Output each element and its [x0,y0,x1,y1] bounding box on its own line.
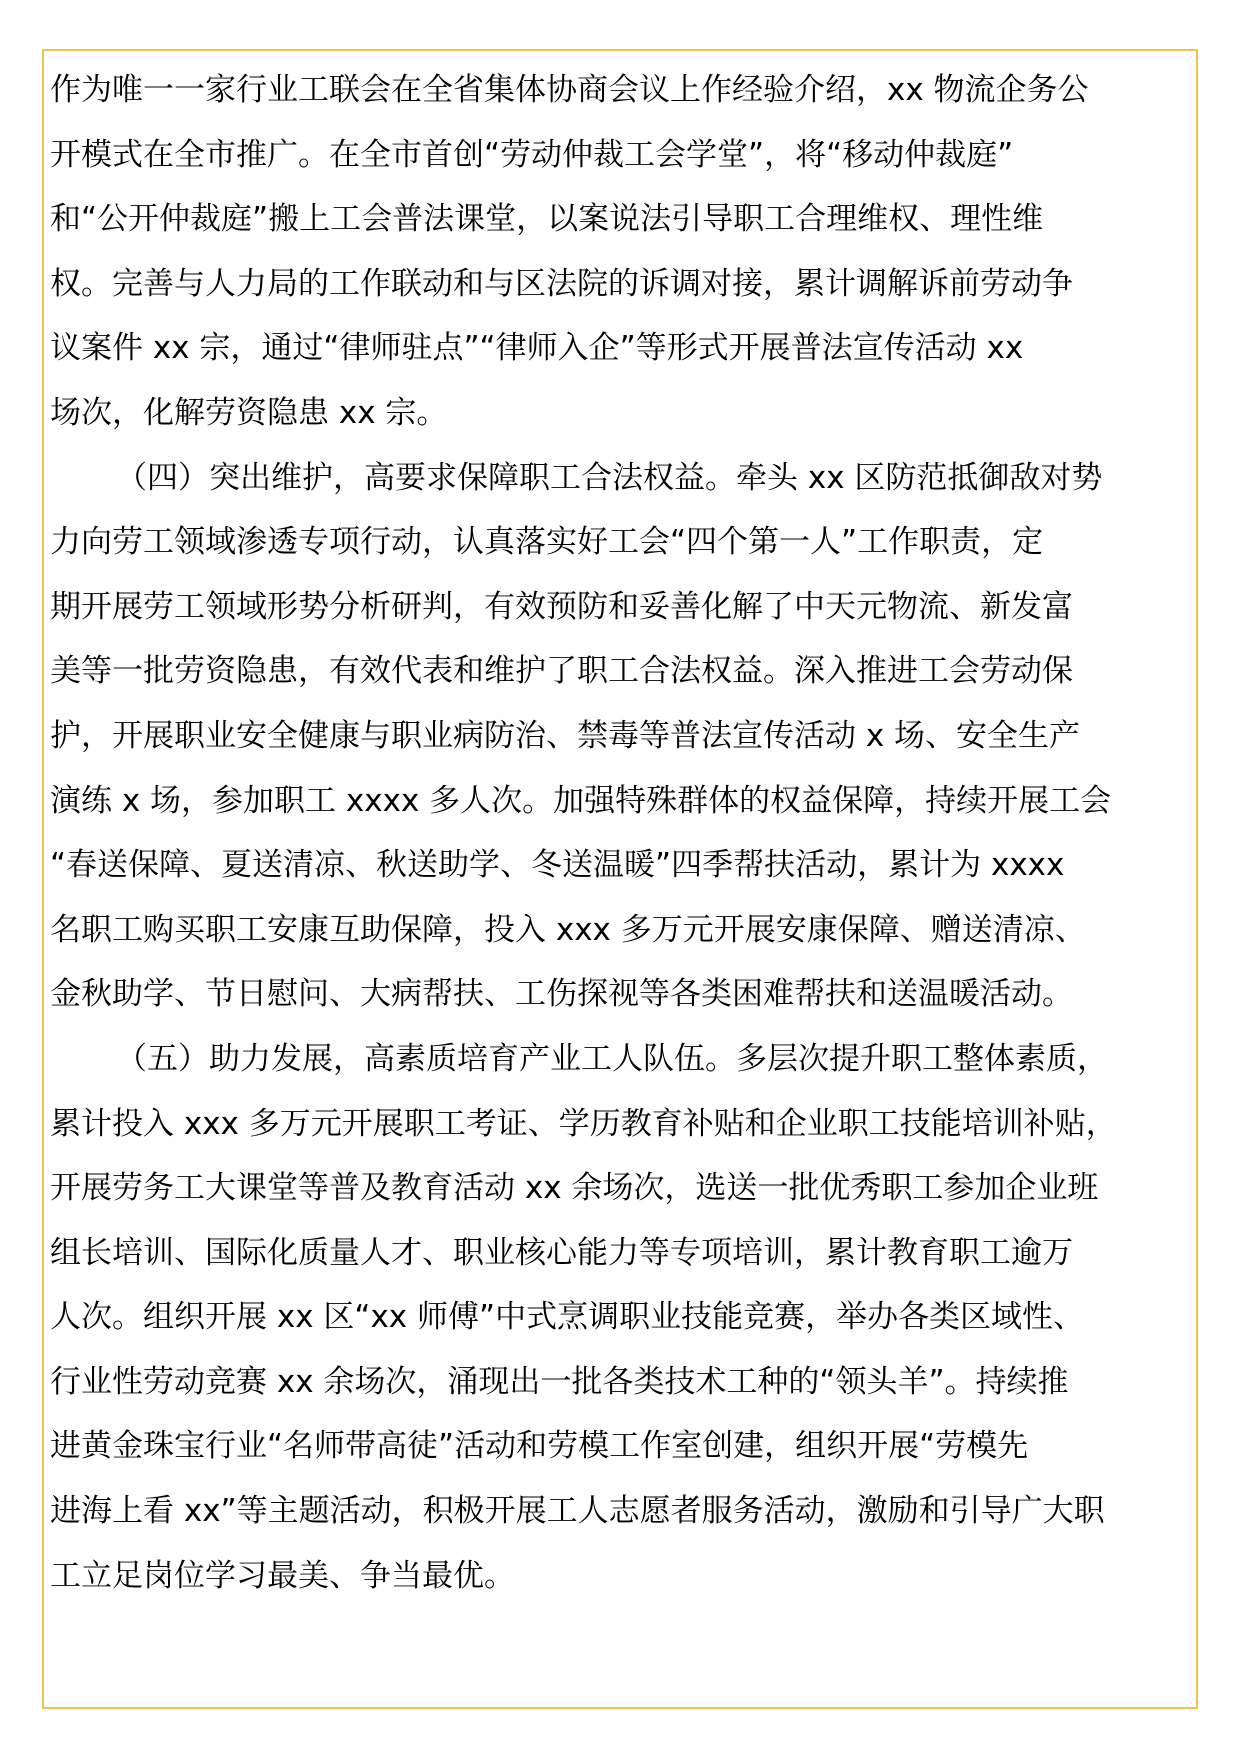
text-line: 组长培训、国际化质量人才、职业核心能力等专项培训，累计教育职工逾万 [50,1234,1073,1271]
text-line: 累计投入 xxx 多万元开展职工考证、学历教育补贴和企业职工技能培训补贴， [50,1105,1117,1142]
text-line: 和“公开仲裁庭”搬上工会普法课堂，以案说法引导职工合理维权、理性维 [50,201,1044,238]
text-line: 金秋助学、节日慰问、大病帮扶、工伤探视等各类困难帮扶和送温暖活动。 [50,976,1073,1013]
text-line: 工立足岗位学习最美、争当最优。 [50,1557,515,1594]
text-line: 作为唯一一家行业工联会在全省集体协商会议上作经验介绍，xx 物流企务公 [50,72,1089,108]
section-heading-line: （四）突出维护，高要求保障职工合法权益。牵头 xx 区防范抵御敌对势 [116,459,1103,496]
text-line: 人次。组织开展 xx 区“xx 师傅”中式烹调职业技能竞赛，举办各类区域性、 [50,1299,1085,1336]
text-line: 开模式在全市推广。在全市首创“劳动仲裁工会学堂”，将“移动仲裁庭” [50,136,1014,173]
text-line: 进黄金珠宝行业“名师带高徒”活动和劳模工作室创建，组织开展“劳模先 [50,1428,1029,1465]
text-line: “春送保障、夏送清凉、秋送助学、冬送温暖”四季帮扶活动，累计为 xxxx [50,847,1065,884]
text-line: 护，开展职业安全健康与职业病防治、禁毒等普法宣传活动 x 场、安全生产 [50,717,1081,754]
text-line: 场次，化解劳资隐患 xx 宗。 [50,394,448,431]
text-line: 议案件 xx 宗，通过“律师驻点”“律师入企”等形式开展普法宣传活动 xx [50,330,1024,367]
text-line: 力向劳工领域渗透专项行动，认真落实好工会“四个第一人”工作职责，定 [50,524,1044,561]
text-line: 名职工购买职工安康互助保障，投入 xxx 多万元开展安康保障、赠送清凉、 [50,911,1086,948]
text-line: 美等一批劳资隐患，有效代表和维护了职工合法权益。深入推进工会劳动保 [50,653,1073,690]
text-line: 权。完善与人力局的工作联动和与区法院的诉调对接，累计调解诉前劳动争 [50,265,1073,302]
text-line: 演练 x 场，参加职工 xxxx 多人次。加强特殊群体的权益保障，持续开展工会 [50,782,1112,819]
text-line: 进海上看 xx”等主题活动，积极开展工人志愿者服务活动，激励和引导广大职 [50,1493,1105,1530]
text-line: 开展劳务工大课堂等普及教育活动 xx 余场次，选送一批优秀职工参加企业班 [50,1170,1099,1207]
section-heading-line: （五）助力发展，高素质培育产业工人队伍。多层次提升职工整体素质， [116,1040,1108,1077]
text-line: 期开展劳工领域形势分析研判，有效预防和妥善化解了中天元物流、新发富 [50,588,1073,625]
text-line: 行业性劳动竞赛 xx 余场次，涌现出一批各类技术工种的“领头羊”。持续推 [50,1363,1069,1400]
document-body [50,58,1192,1608]
